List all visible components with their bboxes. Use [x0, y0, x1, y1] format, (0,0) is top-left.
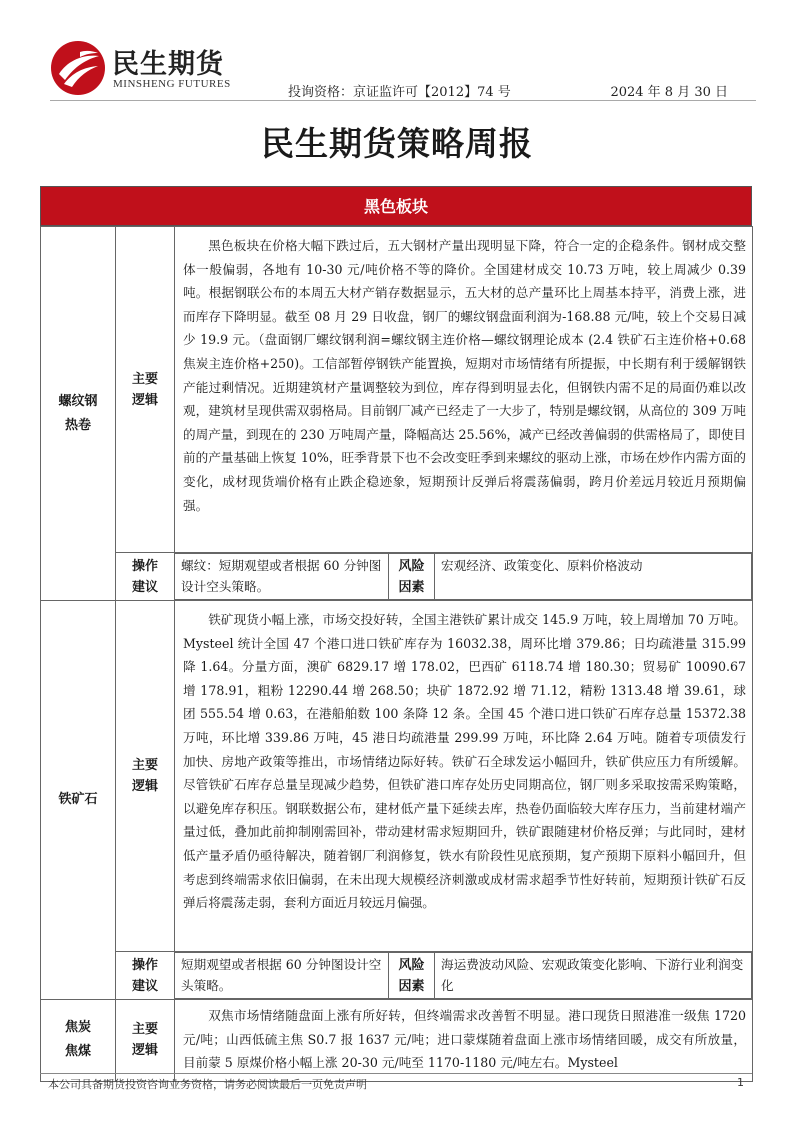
table-row [41, 601, 753, 952]
logo-wordmark-en: MINSHENG FUTURES [113, 78, 231, 90]
operation-advice: 螺纹：短期观望或者根据 60 分钟图设计空头策略。 [175, 554, 389, 600]
operation-advice: 短期观望或者根据 60 分钟图设计空头策略。 [175, 953, 389, 999]
label-text: 操作 [131, 957, 158, 973]
risk-factors: 宏观经济、政策变化、原料价格波动 [435, 554, 752, 600]
page-title: 民生期货策略周报 [261, 124, 533, 163]
operation-label-cell [116, 553, 175, 601]
label-text: 建议 [131, 978, 158, 994]
category-name: 热卷 [64, 417, 91, 433]
label-text: 逻辑 [131, 1043, 158, 1059]
main-logic-text: 铁矿现货小幅上涨，市场交投好转，全国主港铁矿累计成交 145.9 万吨，较上周增加 70 万吨。Mysteel 统计全国 47 个港口进口铁矿库存为 16032.38，周环比增 379.86；日均疏港量 315.99 降 1.64。分量方面，澳矿 6829.17 增 178.02，巴西矿 6118.74 增 180.30；贸易矿 10090.67 增 178.91，粗粉 12290.44 增 268.50；块矿 1872.92 增 71.12，精粉 1313.48 增 39.61，球团 555.54 增 0.63，在港船舶数 100 条降 12 条。全国 45 个港口进口铁矿石库存总量 15372.38 万吨，环比增 339.86 万吨，45 港日均疏港量 299.99 万吨，环比降 2.64 万吨。随着专项债发行加快、房地产政策等推出，市场情绪边际好转。铁矿石全球发运小幅回升，铁矿供应压力有所缓解。尽管铁矿石库存总量呈现减少趋势，但铁矿港口库存处历史同期高位，钢厂则多采取按需采购策略，以避免库存积压。钢联数据公布，建材低产量下延续去库，热卷仍面临较大库存压力，当前建材端产量过低，叠加此前抑制刚需回补，带动建材需求短期回升，铁矿跟随建材价格反弹；与此同时，建材低产量矛盾仍亟待解决，随着钢厂利润修复，铁水有阶段性见底预期，复产预期下原料小幅回升，但考虑到终端需求依旧偏弱，在未出现大规模经济刺激或成材需求超季节性好转前，短期预计铁矿石反弹后将震荡走弱，套利方面近月较远月偏强。 [175, 601, 753, 952]
logo-wordmark-cn: 民生期货 [112, 49, 224, 80]
label-text: 逻辑 [131, 779, 158, 794]
footer-disclaimer: 本公司具备期货投资咨询业务资格，请务必阅读最后一页免责声明 [48, 1078, 367, 1091]
logic-label-cell [116, 227, 175, 553]
category-name: 铁矿石 [58, 792, 98, 807]
category-name: 焦炭 [64, 1020, 91, 1036]
risk-label-cell [389, 953, 435, 999]
page-number: 1 [737, 1076, 744, 1089]
license-info: 投询资格：京证监许可【2012】74 号 [288, 85, 511, 100]
header-divider [50, 100, 756, 101]
table-row [41, 952, 753, 1000]
category-name: 焦煤 [64, 1044, 91, 1060]
label-text: 因素 [398, 579, 425, 595]
risk-label-cell [389, 554, 435, 600]
label-text: 风险 [398, 957, 425, 973]
category-cell [41, 1000, 116, 1082]
category-cell [41, 227, 116, 601]
label-text: 主要 [131, 758, 158, 773]
footer-divider [40, 1073, 752, 1074]
category-cell [41, 601, 116, 1000]
label-text: 操作 [131, 558, 158, 574]
section-header: 黑色板块 [40, 186, 752, 226]
operation-label-cell [116, 952, 175, 1000]
logic-label-cell [116, 601, 175, 952]
report-date: 2024 年 8 月 30 日 [610, 85, 728, 100]
page-header [0, 0, 794, 110]
category-name: 螺纹钢 [58, 393, 98, 409]
minsheng-logo-icon [50, 40, 106, 96]
main-logic-text: 双焦市场情绪随盘面上涨有所好转，但终端需求改善暂不明显。港口现货日照港准一级焦 1720 元/吨；山西低硫主焦 S0.7 报 1637 元/吨；进口蒙煤随着盘面上涨市场情绪回暖，成交有所放量，目前蒙 5 原煤价格小幅上涨 20-30 元/吨至 1170-1180 元/吨左右。Mysteel [175, 1000, 753, 1082]
label-text: 因素 [398, 978, 425, 994]
table-row [41, 553, 753, 601]
label-text: 逻辑 [131, 392, 158, 408]
label-text: 建议 [131, 579, 158, 595]
label-text: 主要 [131, 1022, 158, 1038]
label-text: 主要 [131, 371, 158, 387]
operation-risk-cell [175, 952, 753, 1000]
operation-risk-cell [175, 553, 753, 601]
risk-factors: 海运费波动风险、宏观政策变化影响、下游行业利润变化 [435, 953, 752, 999]
label-text: 风险 [398, 558, 425, 574]
table-row [41, 1000, 753, 1082]
table-row [41, 227, 753, 553]
logic-label-cell [116, 1000, 175, 1082]
strategy-table [40, 226, 753, 1082]
main-logic-text: 黑色板块在价格大幅下跌过后，五大钢材产量出现明显下降，符合一定的企稳条件。钢材成交整体一般偏弱，各地有 10-30 元/吨价格不等的降价。全国建材成交 10.73 万吨，较上周减少 0.39 吨。根据钢联公布的本周五大材产销存数据显示，五大材的总产量环比上周基本持平，消费上涨，进而库存下降明显。截至 08 月 29 日收盘，钢厂的螺纹钢盘面利润为-168.88 元/吨，较上个交易日减少 19.9 元。（盘面钢厂螺纹钢利润=螺纹钢主连价格—螺纹钢理论成本 (2.4 铁矿石主连价格+0.68 焦炭主连价格+250)。工信部暂停钢铁产能置换，短期对市场情绪有所提振，中长期有利于缓解钢铁产能过剩情况。近期建筑材产量调整较为到位，库存得到明显去化，但钢铁内需不足的局面仍难以改观，建筑材呈现供需双弱格局。目前钢厂减产已经走了一大步了，特别是螺纹钢，从高位的 309 万吨的周产量，到现在的 230 万吨周产量，降幅高达 25.56%，减产已经改善偏弱的供需格局了，即使目前的产量基础上恢复 10%，旺季背景下也不会改变旺季到来螺纹的驱动上涨，市场在炒作内需方面的变化，成材现货端价格有止跌企稳迹象，短期预计反弹后将震荡偏弱，跨月价差远月较近月预期偏强。 [175, 227, 753, 553]
